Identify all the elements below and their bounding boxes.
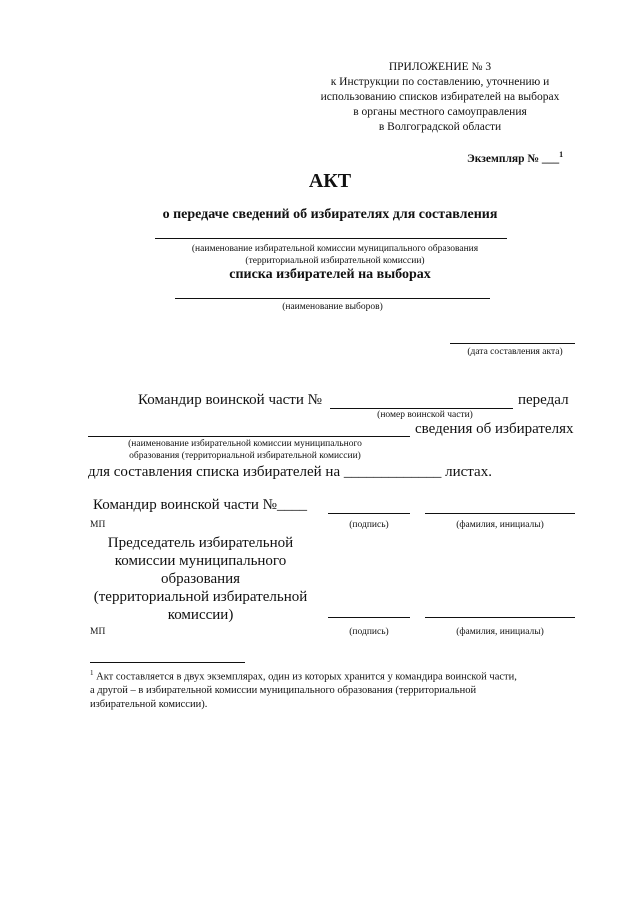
- document-subtitle: о передаче сведений об избирателях для составления: [162, 207, 498, 222]
- date-line: [450, 343, 575, 344]
- date-caption: (дата составления акта): [467, 347, 563, 357]
- chairman-label-line-5: комиссии): [167, 607, 234, 623]
- commander-name-line: [425, 513, 575, 514]
- appendix-line-4: в Волгоградской области: [378, 121, 502, 133]
- chairman-name-line: [425, 617, 575, 618]
- footnote-line-2: а другой – в избирательной комиссии муниципального образования (территориальной: [90, 685, 477, 696]
- appendix-header: [300, 60, 580, 135]
- document-title: АКТ: [308, 170, 352, 192]
- appendix-title: ПРИЛОЖЕНИЕ № 3: [388, 61, 492, 73]
- elections-name-line: [175, 298, 490, 299]
- document-subtitle-2: списка избирателей на выборах: [229, 267, 431, 282]
- copy-number: [467, 150, 587, 165]
- commission-caption: [150, 243, 520, 267]
- body-commission-line: [88, 436, 410, 437]
- footnote-line-3: избирательной комиссии).: [90, 698, 208, 710]
- unit-number-line: [330, 408, 513, 409]
- commission-name-line: [155, 238, 507, 239]
- commander-mp: МП: [90, 520, 106, 530]
- elections-caption: (наименование выборов): [282, 302, 383, 312]
- info-text: сведения об избирателях: [415, 421, 574, 437]
- commission-caption-line-1: (наименование избирательной комиссии муниципального образования: [191, 244, 479, 254]
- appendix-line-2: использованию списков избирателей на выборах: [320, 91, 560, 103]
- commander-name-caption: (фамилия, инициалы): [456, 520, 544, 530]
- chairman-label-line-3: образования: [160, 571, 241, 587]
- compile-text: для составления списка избирателей на _____________ листах.: [88, 464, 492, 480]
- body-commission-caption: [100, 438, 390, 462]
- chairman-signature-caption: (подпись): [349, 627, 389, 637]
- footnote-line-1: Акт составляется в двух экземплярах, один из которых хранится у командира воинской части,: [96, 671, 517, 683]
- transferred-text: передал: [518, 392, 569, 408]
- chairman-label-line-2: комиссии муниципального: [114, 553, 287, 569]
- footnote: [90, 667, 580, 711]
- appendix-line-3: в органы местного самоуправления: [353, 106, 527, 118]
- chairman-label-line-1: Председатель избирательной: [107, 535, 294, 551]
- commander-text: Командир воинской части №: [138, 392, 322, 408]
- commander-signature-label: Командир воинской части №____: [93, 497, 307, 513]
- commission-caption-line-2: (территориальной избирательной комиссии): [245, 256, 425, 266]
- chairman-mp: МП: [90, 627, 106, 637]
- body-commission-caption-line-2: образования (территориальной избирательной комиссии): [129, 451, 361, 461]
- copy-number-footnote-mark: 1: [559, 150, 564, 159]
- commander-signature-line: [328, 513, 410, 514]
- appendix-line-1: к Инструкции по составлению, уточнению и: [330, 76, 550, 88]
- chairman-name-caption: (фамилия, инициалы): [456, 627, 544, 637]
- body-commission-caption-line-1: (наименование избирательной комиссии муниципального: [128, 439, 362, 449]
- chairman-label-line-4: (территориальной избирательной: [93, 589, 308, 605]
- chairman-signature-line: [328, 617, 410, 618]
- chairman-signature-label: [88, 534, 313, 624]
- commander-signature-caption: (подпись): [349, 520, 389, 530]
- copy-number-label: Экземпляр № ___: [467, 152, 560, 165]
- footnote-separator: [90, 662, 245, 663]
- unit-number-caption: (номер воинской части): [377, 410, 473, 420]
- footnote-mark: 1: [90, 669, 94, 677]
